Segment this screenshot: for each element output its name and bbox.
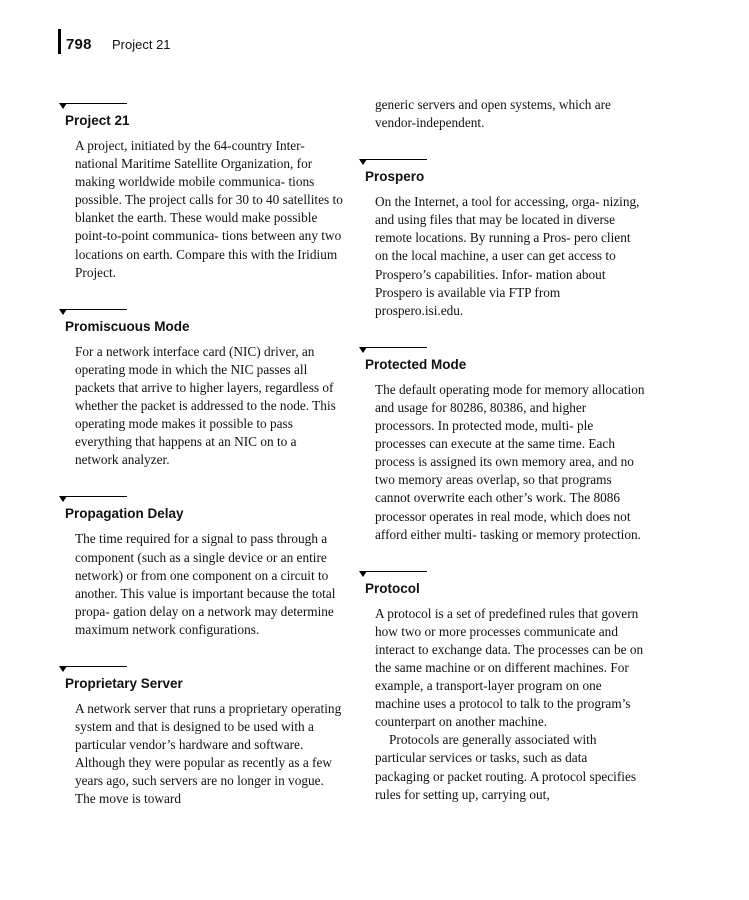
glossary-entry xyxy=(359,566,645,804)
entry-term: Protocol xyxy=(365,580,420,596)
running-head: Project 21 xyxy=(112,37,171,52)
entry-definition: A protocol is a set of predefined rules that govern how two or more processes communicate and interact to exchange data. The processes can be on the same machine or on different machines. For example, a transport-layer program on one machine uses a protocol to talk to the program’s counterpart on another machine. xyxy=(375,605,644,730)
entry-term: Proprietary Server xyxy=(65,675,183,691)
glossary-entry xyxy=(59,98,343,282)
header-rule xyxy=(58,29,61,54)
entry-definition: For a network interface card (NIC) driver, an operating mode in which the NIC passes all packets that arrive to higher layers, regardless of whether the packet is addressed to the node. This operating mode makes it possible to pass everything that happens at an NIC on to a network analyzer. xyxy=(75,343,336,468)
entry-term: Promiscuous Mode xyxy=(65,318,190,334)
entry-marker xyxy=(59,304,343,315)
glossary-entry xyxy=(59,304,343,470)
entry-marker xyxy=(359,154,645,165)
glossary-entry xyxy=(59,661,343,809)
entry-marker xyxy=(359,342,645,353)
entry-term: Project 21 xyxy=(65,113,130,128)
glossary-entry xyxy=(359,342,645,544)
entry-definition: On the Internet, a tool for accessing, orga- nizing, and using files that may be located in diverse remote locations. By running a Pros- pero client on the local machine, a user can get access to Prospero’s capabilities. Infor- mation about Prospero is available via FTP from prospero.isi.edu. xyxy=(375,194,640,318)
right-column xyxy=(359,96,645,826)
entry-definition: The time required for a signal to pass through a component (such as a single device or an entire network) or from one component on a circuit to another. This value is important because the total propa- gation delay on a network may determine maximum network configurations. xyxy=(75,531,336,637)
entry-marker xyxy=(59,98,343,109)
entry-marker xyxy=(59,491,343,502)
entry-term: Propagation Delay xyxy=(65,506,184,522)
entry-definition: A project, initiated by the 64-country Inter- national Maritime Satellite Organization, for making worldwide mobile communica- tions possible. The project calls for 30 to 40 satellites to blanket the earth. These would make possible point-to-point communica- tions between any two locations on earth. Compare this with the Iridium Project. xyxy=(75,138,343,280)
entry-definition: The default operating mode for memory allocation and usage for 80286, 80386, and higher processors. In protected mode, multi- ple processes can execute at the same time. Each process is assigned its own memory area, and no two memory areas overlap, so that programs cannot overwrite each other’s work. The 8086 processor operates in real mode, which does not afford either multi- tasking or memory protection. xyxy=(375,381,645,542)
entry-term: Prospero xyxy=(365,169,425,185)
entry-term: Protected Mode xyxy=(365,356,467,372)
entry-marker xyxy=(59,661,343,672)
page-number: 798 xyxy=(66,36,92,53)
left-column xyxy=(59,96,343,831)
glossary-entry xyxy=(59,491,343,639)
continued-text: generic servers and open systems, which are vendor-independent. xyxy=(375,97,611,131)
entry-marker xyxy=(359,566,645,577)
entry-definition: A network server that runs a proprietary operating system and that is designed to be used with a particular vendor’s hardware and software. Although they were popular as recently as a few years ago, such servers are no longer in vogue. The move is toward xyxy=(75,700,342,807)
entry-definition: Protocols are generally associated with particular services or tasks, such as data packaging or packet routing. A protocol specifies rules for setting up, carrying out, xyxy=(375,732,637,802)
glossary-entry xyxy=(359,154,645,320)
